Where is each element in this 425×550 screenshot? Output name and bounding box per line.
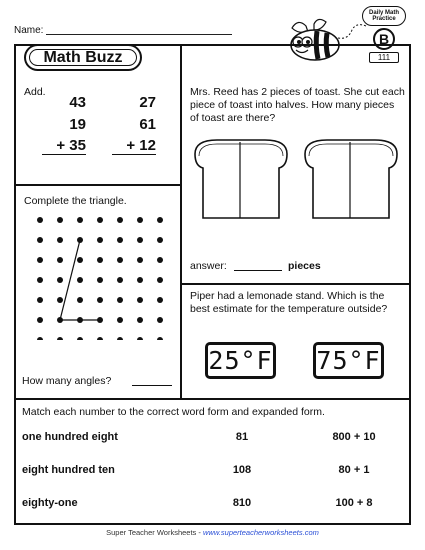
grid-dot[interactable] bbox=[97, 337, 103, 340]
number-3[interactable]: 810 bbox=[232, 497, 252, 509]
angles-answer-line[interactable] bbox=[132, 385, 172, 386]
grid-dot[interactable] bbox=[97, 277, 103, 283]
triangle-instruction: Complete the triangle. bbox=[24, 195, 127, 207]
grid-dot[interactable] bbox=[57, 217, 63, 223]
word-form-3[interactable]: eighty-one bbox=[22, 497, 78, 509]
grid-dot[interactable] bbox=[37, 297, 43, 303]
badge-number: 111 bbox=[369, 52, 399, 63]
addend-1b: 19 bbox=[69, 116, 86, 133]
grid-dot[interactable] bbox=[157, 297, 163, 303]
grid-dot[interactable] bbox=[57, 297, 63, 303]
grid-dot[interactable] bbox=[137, 277, 143, 283]
match-instruction: Match each number to the correct word form and expanded form. bbox=[22, 406, 325, 418]
lemonade-question: Piper had a lemonade stand. Which is the best estimate for the temperature outside? bbox=[190, 290, 388, 315]
grid-dot[interactable] bbox=[37, 337, 43, 340]
badge-letter: B bbox=[373, 28, 395, 50]
grid-dot[interactable] bbox=[77, 337, 83, 340]
number-1[interactable]: 81 bbox=[235, 431, 249, 443]
right-divider bbox=[180, 283, 411, 285]
grid-dot[interactable] bbox=[77, 277, 83, 283]
grid-dot[interactable] bbox=[117, 237, 123, 243]
add-instruction: Add. bbox=[24, 86, 46, 98]
grid-dot[interactable] bbox=[117, 317, 123, 323]
toast-answer-line[interactable] bbox=[234, 270, 282, 271]
badge-line1: Daily Math bbox=[368, 9, 399, 16]
answer-label: answer: bbox=[190, 260, 227, 272]
addend-2b: 61 bbox=[139, 116, 156, 133]
name-label: Name: bbox=[14, 25, 44, 36]
footer-text: Super Teacher Worksheets - bbox=[106, 528, 203, 537]
thermometer-display-2[interactable] bbox=[313, 342, 384, 379]
bottom-divider bbox=[14, 398, 411, 400]
grid-dot[interactable] bbox=[37, 217, 43, 223]
footer bbox=[0, 528, 425, 537]
addend-1a: 43 bbox=[69, 94, 86, 111]
thermometer-display-1[interactable] bbox=[205, 342, 276, 379]
angles-question: How many angles? bbox=[22, 375, 112, 387]
dot-grid[interactable] bbox=[28, 214, 168, 340]
grid-dot[interactable] bbox=[157, 237, 163, 243]
grid-dot[interactable] bbox=[97, 237, 103, 243]
grid-dot[interactable] bbox=[137, 217, 143, 223]
name-line[interactable] bbox=[46, 34, 232, 35]
left-divider bbox=[14, 184, 181, 186]
grid-dot[interactable] bbox=[37, 277, 43, 283]
toast-icon bbox=[305, 140, 397, 218]
grid-dot[interactable] bbox=[157, 317, 163, 323]
grid-dot[interactable] bbox=[117, 337, 123, 340]
grid-dot[interactable] bbox=[117, 257, 123, 263]
grid-dot[interactable] bbox=[137, 237, 143, 243]
grid-dot[interactable] bbox=[157, 277, 163, 283]
temp-option-1: 25°F bbox=[208, 346, 273, 375]
grid-dot[interactable] bbox=[57, 257, 63, 263]
addend-1c: + 35 bbox=[42, 137, 86, 155]
grid-dot[interactable] bbox=[137, 317, 143, 323]
temp-option-2: 75°F bbox=[316, 346, 381, 375]
grid-dot[interactable] bbox=[37, 237, 43, 243]
grid-dot[interactable] bbox=[157, 257, 163, 263]
badge-line2: Practice bbox=[372, 16, 396, 22]
column-divider bbox=[180, 44, 182, 400]
toast-question: Mrs. Reed has 2 pieces of toast. She cut each piece of toast into halves. How many pieces of toast are there? bbox=[190, 86, 405, 124]
grid-dot[interactable] bbox=[97, 217, 103, 223]
grid-dot[interactable] bbox=[137, 257, 143, 263]
footer-link[interactable]: www.superteacherworksheets.com bbox=[202, 528, 319, 537]
grid-dot[interactable] bbox=[57, 277, 63, 283]
expanded-form-1[interactable]: 800 + 10 bbox=[332, 431, 376, 443]
grid-dot[interactable] bbox=[97, 297, 103, 303]
grid-dot[interactable] bbox=[157, 337, 163, 340]
toast-icon bbox=[195, 140, 287, 218]
toast-images bbox=[193, 138, 403, 222]
grid-dot[interactable] bbox=[97, 257, 103, 263]
addend-2c: + 12 bbox=[112, 137, 156, 155]
grid-dot[interactable] bbox=[137, 337, 143, 340]
grid-dot[interactable] bbox=[157, 217, 163, 223]
expanded-form-3[interactable]: 100 + 8 bbox=[335, 497, 373, 509]
grid-dot[interactable] bbox=[37, 257, 43, 263]
grid-dot[interactable] bbox=[37, 317, 43, 323]
page-title: Math Buzz bbox=[24, 44, 142, 71]
grid-dot[interactable] bbox=[77, 297, 83, 303]
addend-2a: 27 bbox=[139, 94, 156, 111]
word-form-2[interactable]: eight hundred ten bbox=[22, 464, 115, 476]
grid-dot[interactable] bbox=[117, 217, 123, 223]
grid-dot[interactable] bbox=[117, 277, 123, 283]
grid-dot[interactable] bbox=[117, 297, 123, 303]
grid-dot[interactable] bbox=[77, 257, 83, 263]
grid-dot[interactable] bbox=[57, 237, 63, 243]
number-2[interactable]: 108 bbox=[232, 464, 252, 476]
word-form-1[interactable]: one hundred eight bbox=[22, 431, 118, 443]
expanded-form-2[interactable]: 80 + 1 bbox=[338, 464, 370, 476]
grid-dot[interactable] bbox=[77, 217, 83, 223]
answer-unit: pieces bbox=[288, 260, 321, 272]
grid-dot[interactable] bbox=[137, 297, 143, 303]
grid-dot[interactable] bbox=[57, 337, 63, 340]
